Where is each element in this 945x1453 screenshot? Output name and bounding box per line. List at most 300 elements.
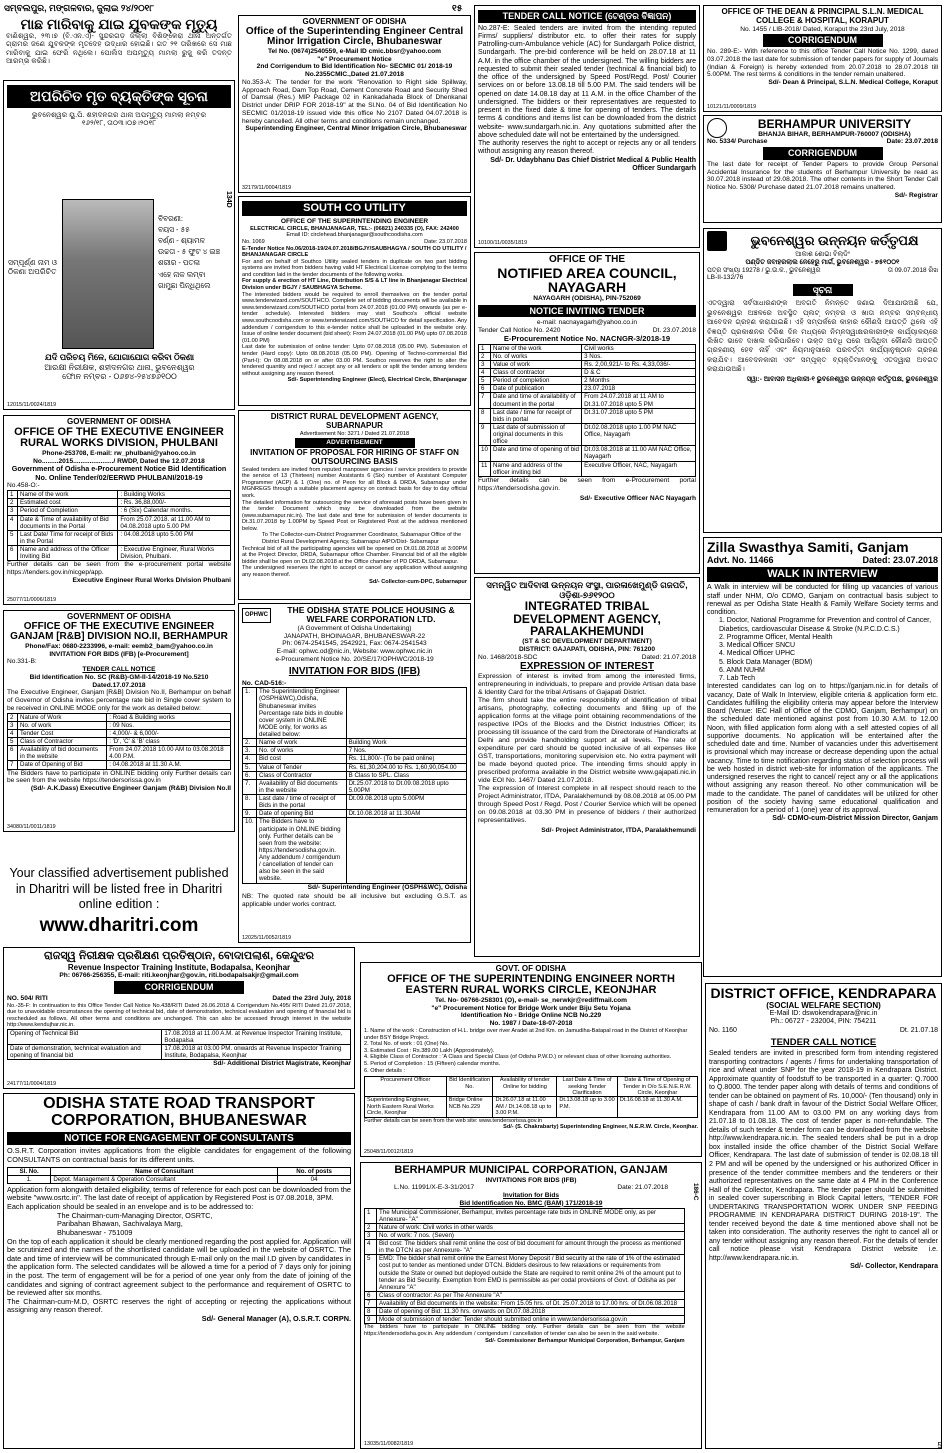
- table-cell: Opening of Technical Bid: [8, 1029, 162, 1044]
- page-number: ୧୫: [452, 3, 463, 13]
- detail-line: ଉଚ୍ଚତା - ୫ ଫୁଟ ୪ ଇଞ୍ଚ: [158, 247, 221, 257]
- col-posts: No. of posts: [278, 1167, 351, 1175]
- zss-ganjam-ad: [703, 537, 942, 977]
- table-header: Last Date & Time of seeking Tender Clarification: [557, 1077, 617, 1097]
- office-title: DISTRICT OFFICE, KENDRAPARA: [710, 985, 937, 1001]
- post-item: 5. Block Data Manager (BDM): [719, 658, 813, 666]
- notice-body: Sealed tenders are invited in prescribed form from intending registered transporting contractors / agents / firms for undertaking transportation of rice and wheat under SNP for the year 2018-19 in Kendrapara District. Approximate quantity of foodstuff to be transported in a quarter: Q.7000 to Q.8000. The tender paper along with details of terms and conditions of tender can be obtained on payment of Rs. 10,000/- (Ten thousand) only in shape of cash / bank draft in favour of the District Social Welfare Officer, Kendrapara from 11.00 AM to 03.00 PM on any working days from 21.07.18 to 01.08.18. The cost of tender paper is non-refundable. The details of such tender & tender form can be downloaded from the website http://www.kendrapara.nic.in. The sealed tenders shall be put in a drop box installed inside the office chamber of the District Social Welfare Officer, Kendrapara. The last date of submission of tender is 02.08.18 till 2 PM and will be opened by the undersigned or his authorized Officer in presence of the tender committee members and the tenderers or their authorized representatives on the same date at 4 PM in the Conference Hall of the Collector, Kendrapara. The tender paper should be submitted in sealed cover superscribing in Block Capital letters, "TENDER FOR UNDERTAKING TRANSPORTATION WORK UNDER SNP FEEDING PROGRAMME IN KENDRAPARA DISTRICT DURING 2018-19". The tender received beyond the date & time mentioned above shall not be taken into consideration. The authority reserves the right to cancel all or any tender without assigning any reason thereof. For the details of tender call notice please visit Kendrapara District website i.e. http://www.kendrapara.nic.in.: [709, 1050, 938, 1262]
- rti-keonjhar-ad: [3, 947, 355, 1089]
- table-cell: 4: [365, 1240, 377, 1255]
- southco-ad: [238, 196, 471, 406]
- notice-no: No.331-B:: [7, 658, 37, 666]
- post-item: 3. Medical Officer SNCU: [719, 642, 796, 650]
- identity-label: ସମ୍ପୂର୍ଣ୍ଣ ନାମ ଓ ଠିକଣା ଅପରିଚିତ: [8, 258, 58, 276]
- contact-office: ଆରକ୍ଷୀ ନିରୀକ୍ଷକ, ଶହୀଦନଗର ଥାନା, ଭୁବନେଶ୍ୱର: [44, 362, 195, 372]
- row-slno: 1.: [8, 1175, 51, 1183]
- notice-nb: NB: The quoted rate should be all inclusive but excluding G.S.T. as applicable under works contract.: [242, 893, 467, 909]
- corp-addr: JANAPATH, BHOINAGAR, BHUBANESWAR-22: [283, 632, 426, 640]
- notice-no: No. CAD-516:-: [242, 679, 287, 687]
- utility-title: SOUTH CO UTILITY: [242, 201, 467, 216]
- table-row: [243, 755, 467, 763]
- table-cell: 10: [479, 446, 491, 461]
- table-row: [8, 738, 231, 746]
- table-cell: Dt.13.08.18 up to 3.00 P.M.: [557, 1097, 617, 1117]
- post-item: 2. Programme Officer, Mental Health: [719, 633, 833, 641]
- walk-in-bar: WALK IN INTERVIEW: [707, 567, 938, 582]
- notice-sub3: No.2355CMIC.,Dated 21.07.2018: [305, 71, 404, 79]
- eproc-notice: e-Procurement Notice No. 20/SE/17/OPHWC/2018-19: [275, 655, 434, 663]
- samiti-title: Zilla Swasthya Samiti, Ganjam: [707, 539, 909, 555]
- circle-contact: ELECTRICAL CIRCLE, BHANJANAGAR, TEL:- (06821) 240335 (O), FAX: 242400: [250, 225, 459, 232]
- table-row: [479, 344, 696, 352]
- table-row: [479, 369, 696, 377]
- notice-title: TENDER CALL NOTICE (ଟେଣ୍ଡର ବିଜ୍ଞାପନ): [478, 10, 696, 23]
- table-row: [8, 713, 231, 721]
- table-cell: : 04.08.2018 upto 5.00 PM: [118, 530, 231, 545]
- notice-intro: The Executive Engineer, Ganjam [R&B] Division No.II, Berhampur on behalf of Governor of Odisha invites percentage rate bid in Single cover system to be received in ONLINE MODE only for the work as detailed below:: [7, 689, 231, 712]
- itda-title: INTEGRATED TRIBAL DEVELOPMENT AGENCY, PARALAKHEMUNDI: [513, 599, 661, 639]
- notice-body1: Application form alongwith detailed eligibility, terms of reference for each post can be downloaded from the website "www.osrtc.in". The last date of receipt of application by Registered Post is 07.08.2018, 3PM.: [7, 1184, 351, 1203]
- table-cell: No. of work: 7 nos. (Seven): [377, 1231, 685, 1239]
- council-email: e-mail: nacnayagarh@yahoo.co.in: [536, 319, 638, 327]
- table-row: [243, 818, 467, 883]
- work-detail-line: 2. Total No. of work : 01 (One) No.: [364, 1041, 449, 1048]
- table-cell: Name of the work: [18, 491, 118, 499]
- table-cell: Date of opening of Bid: 11.30 hrs. onwards on Dt.07.08.2018: [377, 1308, 685, 1316]
- signature: Sd/- Collector, Kendrapara: [850, 1263, 938, 1271]
- table-row: [365, 1255, 685, 1292]
- promo-url[interactable]: www.dharitri.com: [39, 914, 199, 936]
- table-cell: : 'D', 'C' & 'B' class: [107, 738, 231, 746]
- bda-logo: [707, 231, 727, 251]
- table-cell: 9: [479, 423, 491, 445]
- corporation-title: ODISHA STATE ROAD TRANSPORT CORPORATION, BHUBANESWAR: [43, 1095, 315, 1129]
- office-title: OFFICE OF THE SUPERINTENDING ENGINEER NORTH EASTERN RURAL WORKS CIRCLE, KEONJHAR: [387, 972, 675, 997]
- table-row: [479, 352, 696, 360]
- tender-no: Tender Call Notice No. 2420: [478, 327, 561, 335]
- table-row: [479, 423, 696, 445]
- table-row: [243, 795, 467, 810]
- office-subtitle: OFFICE OF THE SUPERINTENDING ENGINEER: [280, 217, 429, 225]
- table-cell: Rs. 61,30,204.00 to Rs. 1,60,90,054.00: [346, 763, 466, 771]
- work-detail-line: 6. Other details :: [364, 1067, 406, 1074]
- table-row: [479, 385, 696, 393]
- bid-id: Bid Identification No. BMC (BAM) 171/2018-19: [459, 1199, 603, 1207]
- office-phone: Ph.: 06727 - 232004, PIN: 754211: [770, 1018, 877, 1026]
- gov-label: GOVERNMENT OF ODISHA: [302, 17, 407, 26]
- table-cell: 17.08.2018 at 03.00 PM. onwards at Revenue Inspector Training Institute, Bodapalsa, Keonjhar: [162, 1045, 351, 1060]
- notice-no: No.458-O:-: [7, 482, 40, 490]
- table-cell: : 4,000/- & 6,000/-: [107, 729, 231, 737]
- notice-footer: Further details can be seen from e-Procurement portal https://tendersodisha.gov.in.: [478, 476, 696, 492]
- tender-table: [7, 490, 231, 561]
- tender-date: Dt. 23.07.2018: [652, 327, 696, 335]
- table-row: [243, 688, 467, 739]
- table-cell: Building Work: [346, 739, 466, 747]
- nerwc-keonjhar-ad: [360, 962, 702, 1157]
- table-cell: Dt.10.08.2018 at 11.30AM: [346, 810, 466, 818]
- office-contact: Phone/Fax: 0680-2233996, e-mail: eemb2_bam@yahoo.co.in: [25, 642, 213, 650]
- table-cell: Period of Completion: [18, 507, 118, 515]
- table-cell: : Rs. 36,88,000/-: [118, 499, 231, 507]
- notice-heading: TENDER CALL NOTICE: [82, 666, 156, 674]
- table-cell: From 24.07.2018 at 11 AM to Dt.31.07.2018 upto 5 PM: [582, 393, 696, 408]
- table-row: [8, 1029, 351, 1044]
- notice-date: ତା 09.07.2018 ରିଖ: [887, 266, 938, 274]
- table-row: [365, 1223, 685, 1231]
- nac-nayagarh-ad: [474, 252, 700, 574]
- signature: Superintending Engineer, Central Minor Irrigation Circle, Bhubaneswar: [245, 125, 467, 133]
- notice-body4: Technical bid of all the participating agencies will be opened on Dt.01.08.2018 at 3:00PM at the Project Director, DRDA, Subarnapur office Chamber. Financial bid of all the eligible bidder shall be open on Dt.02.08.2018 at the Office chamber of PD DRDA, Subarnapur.: [242, 545, 467, 565]
- table-row: [8, 746, 231, 761]
- ad-code: 25077/11/0006/1819: [7, 596, 57, 603]
- table-cell: Dt.25.07.2018 to Dt.09.08.2018 upto 5.00PM: [346, 779, 466, 794]
- table-cell: Date and time of availability of document in the portal: [491, 393, 582, 408]
- table-cell: 2: [8, 499, 18, 507]
- notice-footer: The Bidders have to participate in ONLINE bidding only Further details can be seen from the website https://tendersorissa.gov.in: [7, 769, 231, 785]
- table-header: Availability of tender Online for bidding: [493, 1077, 557, 1097]
- notice-heading: ସୂଚନା: [793, 284, 853, 297]
- office-sub: (SOCIAL WELFARE SECTION): [766, 1000, 881, 1010]
- corp-sub: (A Government of Odisha Undertaking): [297, 624, 412, 632]
- eoi-heading: EXPRESSION OF INTEREST: [520, 661, 654, 673]
- table-cell: Value of Tender: [257, 763, 347, 771]
- notice-body3: On the top of each application it should be clearly mentioned regarding the post applied for. Application will be scrutinized and the names of the shortlisted candidate will be uploaded in the website of OSRTC. The date and time of interview will be communicated through E-mail only on the mail I.D given by candidates in the application form. The selected candidates will be allowed a time for a period of 7 days only for joining in the post. The term of engagement will be for a period of one year only from the date of joining of the candidates and signing of contract agreement subject to the performance and requirement of OSRTC to be reviewed after six months.: [7, 1236, 351, 1298]
- work-detail-line: 5. Period of Completion : 15 (Fifteen) calendar months.: [364, 1060, 501, 1067]
- office-title: OFFICE OF THE EXECUTIVE ENGINEER RURAL WORKS DIVISION, PHULBANI: [14, 425, 224, 450]
- table-row: [8, 721, 231, 729]
- notice-body2: For supply & erection of HT Line, Distribution S/S & LT line in Bhanjanagar Electrical Division under BGJY / SAUBHAGYA Scheme.: [242, 278, 467, 292]
- news-body: ବାଣିଶ୍ୱର, ୨୩।୭ (ବି.ଏନ.ଏ)- ସୁନ୍ଦରଗଡ଼ ଜିଲ୍ଲା ବିଶିଙ୍କେରା ଥାନା ଅନ୍ତର୍ଗତ ଗ୍ରାମର ଜଣେ ଯୁବକଙ୍କ ମୃତଦେହ ଉଦ୍ଧାର ହୋଇଛି। ଗତ ୨୧ ତାରିଖରେ ସେ ମାଛ ମାରିବାକୁ ଯାଇ ଫେରି ନଥିଲେ। ପୋଲିସ ଅପମୃତ୍ୟୁ ମାମଲା ରୁଜୁ କରି ତଦନ୍ତ ଆରମ୍ଭ କରିଛି।: [6, 30, 232, 66]
- table-cell: Dt.02.08.2018 upto 1.00 PM NAC Office, Nayagarh: [582, 423, 696, 445]
- office-title: OFFICE OF THE EXECUTIVE ENGINEER GANJAM [R&B] DIVISION NO.II, BERHAMPUR: [10, 620, 228, 643]
- office-title: OFFICE OF THE DEAN & PRINCIPAL S.L.N. MEDICAL COLLEGE & HOSPITAL, KORAPUT: [721, 7, 924, 25]
- notice-body: ଏତଦ୍ୱାରା ସର୍ବସାଧାରଣଙ୍କ ଅବଗତି ନିମନ୍ତେ ଜଣାଇ ଦିଆଯାଉଅଛି ଯେ, ଭୁବନେଶ୍ୱର ଅଞ୍ଚଳରେ ଅବସ୍ଥିତ ପ୍ଲଟ୍ ନମ୍ବର ଓ ଖାତା ନମ୍ବର ସମ୍ବନ୍ଧୀୟ ଆବେଦନ ଗ୍ରହଣ କରାଯାଇଛି। ଏହି ସମ୍ପର୍କରେ କାହାର କୌଣସି ଆପତ୍ତି ଥିଲେ ଏହି ବିଜ୍ଞପ୍ତି ପ୍ରକାଶନର ତିରିଶ ଦିନ ମଧ୍ୟରେ ନିମ୍ନସ୍ୱାକ୍ଷରକାରୀଙ୍କ କାର୍ଯ୍ୟାଳୟରେ ଲିଖିତ ଭାବେ ଦାଖଲ କରିପାରିବେ। ଉକ୍ତ ଅବଧି ପରେ ଆସିଥିବା କୌଣସି ଆପତ୍ତି ଗ୍ରହଣୀୟ ହେବ ନାହିଁ ଏବଂ ନିୟମାନୁସାରେ ପରବର୍ତ୍ତୀ କାର୍ଯ୍ୟାନୁଷ୍ଠାନ ଗ୍ରହଣ କରାଯିବ। ଆବେଦନକାରୀ ଏବଂ ସମ୍ପୃକ୍ତ ବ୍ୟକ୍ତିମାନଙ୍କୁ ଏତଦ୍ୱାରା ଅବଗତ କରାଯାଉଅଛି।: [707, 298, 938, 373]
- drda-subarnapur-ad: [238, 410, 471, 600]
- ad-code: 10121/11/0009/1819: [707, 103, 757, 110]
- notice-no: No. 1987 / Date-18-07-2018: [489, 1020, 573, 1028]
- office-contact: Phone-253708, E-mail: rw_phulbani@yahoo.co.in: [42, 449, 196, 457]
- rti-title: Revenue Inspector Training Institute, Bodapalsa, Keonjhar: [67, 962, 291, 972]
- council-addr: NAYAGARH (ODISHA), PIN-752069: [533, 294, 641, 302]
- table-cell: 8: [479, 408, 491, 423]
- row-consultant: Depot. Management & Operation Consultant: [51, 1175, 278, 1183]
- table-row: [479, 393, 696, 408]
- table-cell: 7.: [243, 779, 257, 794]
- table-cell: Date of opening Bid: [257, 810, 347, 818]
- file-no: LB-II-132/76: [707, 274, 744, 282]
- tender-heading: TENDER CALL NOTICE: [770, 1036, 877, 1048]
- notice-no: No. 1069: [242, 238, 265, 245]
- berhampur-university-ad: [703, 115, 942, 223]
- table-row: [365, 1308, 685, 1316]
- corrigendum-bar: CORRIGENDUM: [114, 981, 244, 994]
- notice-no: No. 1468/2018-SDC: [478, 653, 538, 661]
- notice-footer: Further details can be seen from the e-procurement portal website https://tenders.gov.in/nicgep/app.: [7, 561, 231, 577]
- table-cell: 9.: [243, 810, 257, 818]
- ifb-sub: INVITATIONS FOR BIDS (IFB): [485, 1176, 577, 1184]
- irrigation-corrigendum-ad: [238, 15, 471, 193]
- table-row: [8, 729, 231, 737]
- table-cell: 2: [479, 352, 491, 360]
- corp-email: E-mail: ophwc.od@nic.in, Website: www.ophwc.nic.in: [276, 648, 433, 656]
- table-cell: 1.: [243, 688, 257, 739]
- tender-table: [7, 713, 231, 770]
- table-cell: Dt.16.08.18 at 11.30 A.M.: [617, 1097, 697, 1117]
- table-cell: Class of contractor: [491, 369, 582, 377]
- notice-date: Date: 23.07.2018: [424, 238, 467, 245]
- office-contact: Tel. No- 06766-258301 (O), e-mail- se_nerwkjr@rediffmail.com: [434, 996, 628, 1004]
- contact-heading: ଯଦି ପରିଚୟ ମିଳେ, ଯୋଗାଯୋଗ କରିବା ଠିକଣା: [44, 352, 195, 362]
- table-cell: Bridge Online NCB No.229: [446, 1097, 493, 1117]
- table-cell: : 04.08.2018 at 11.30 A.M.: [107, 761, 231, 769]
- office-label: OFFICE OF THE: [548, 254, 626, 265]
- notice-sub1: "e" Procurement Notice: [317, 55, 392, 63]
- table-cell: Superintending Engineer, North Eastern Rural Works Circle, Keonjhar: [365, 1097, 447, 1117]
- circle-email: Email ID: circlehead.bhanjanagar@southcoodisha.com: [286, 232, 423, 239]
- table-row: [8, 515, 231, 530]
- ifb-heading: INVITATION FOR BIDS (IFB): [288, 665, 421, 677]
- work-detail-line: 1. Name of the work : Construction of H.L. bridge over river Aradei at 2nd Km. on Jamudiha-Batapal road in the District of Keonjhar under BSY Bridge Project.: [364, 1027, 688, 1041]
- table-cell: 7 Nos.: [346, 747, 466, 755]
- university-addr: BHANJA BIHAR, BERHAMPUR-760007 (ODISHA): [758, 130, 911, 138]
- signature: Sd/- Commissioner Berhampur Municipal Corporation, Berhampur, Ganjam: [485, 1337, 685, 1344]
- table-cell: 3: [479, 360, 491, 368]
- itda-eoi-ad: [474, 577, 700, 957]
- notice-intro: O.S.R.T. Corporation invites applications from the eligible candidates for engagement of the following CONSULTANTS on contractual basis for its different units.: [7, 1146, 351, 1164]
- notice-body5: The undersigned reserves the right to accept or cancel any application without assigning any reason thereof.: [242, 565, 467, 579]
- detail-line: ବୟସ - ୫୫: [158, 225, 190, 235]
- table-cell: 11: [479, 461, 491, 476]
- table-cell: 4: [8, 515, 18, 530]
- table-cell: 3 Nos.: [582, 352, 696, 360]
- table-row: [479, 461, 696, 476]
- classified-promo: [3, 838, 235, 943]
- table-cell: 2.: [243, 739, 257, 747]
- table-cell: The Bidders have to participate in ONLINE bidding only. Further details can be seen from the website: https://tendersodisha.gov.in. Any addendum / corrigendum / cancellation of tender can also be seen in the said website.: [257, 818, 347, 883]
- table-cell: Rs. 11,800/- (To be paid online): [346, 755, 466, 763]
- council-title: NOTIFIED AREA COUNCIL, NAYAGARH: [497, 264, 677, 296]
- deceased-details: [158, 213, 233, 291]
- table-cell: 7: [8, 761, 18, 769]
- signature: Sd/- Dr. Udaybhanu Das Chief District Medical & Public Health Officer Sundargarh: [490, 156, 696, 172]
- notice-body2: Each application should be sealed in an envelope and is to be addressed to:: [7, 1202, 254, 1212]
- notice-no: NO. 504/ RITI: [7, 994, 48, 1002]
- news-article: [3, 15, 235, 78]
- table-cell: 4: [479, 369, 491, 377]
- table-cell: 2 Months: [582, 377, 696, 385]
- table-row: [365, 1300, 685, 1308]
- advertisement-no: Advertisement No: 3271 / Dated 21.07.2018: [299, 430, 410, 437]
- promo-text: Your classified advertisement published in Dharitri will be listed free in Dharitri online edition :: [9, 866, 229, 912]
- notice-body3: The interested bidders would be required to enroll themselves on the tender portal www.tenderwizard.com/SOUTHCO. Complete set of bidding documents will be available in www.tenderwizard.com/SOUTHCO portal from 24.07.2018 (01.00 PM) onwards (as per e-tender schedule). Interested bidders may visit Southco's official website www.southcoodisha.com or www.tenderwizard.com/SOUTHCO for detail specification. Any addendum / corrigendum to this e-tender notice shall be uploaded in the website only. Issue of online tender document (bid sheet): From 24.07.2018 (01.00 PM) upto 07.08.2018 (01.00 PM): [242, 291, 467, 344]
- table-row: [8, 507, 231, 515]
- side-code: 134D: [225, 191, 232, 208]
- notice-body2: The authority reserves the right to accept or rejects any or all tenders without assigning any reason thereof.: [478, 140, 696, 156]
- advt-date: Dated: 23.07.2018: [862, 554, 938, 565]
- table-cell: Last Date/ Time for receipt of Bids in the Portal: [18, 530, 118, 545]
- table-header: Bid Identification No.: [446, 1077, 493, 1097]
- table-cell: 1: [365, 1208, 377, 1223]
- table-cell: [346, 688, 466, 739]
- notice-body4: Last date for submission of online tender: Upto 07.08.2018 (05.00 PM). Submission of tender (Hard copy): Upto 08.08.2018 (05.00 PM). Opening of Techno-commercial Bid (Part-I): On 08.08.2018 on or after 03.00 PM. Southco reserves the right to alter the tendered quantity and reject / accept any or all tenders or split the tender among tenders without assigning any reason thereof.: [242, 344, 467, 377]
- table-row: [365, 1291, 685, 1299]
- page-date: ସମ୍ବଲପୁର, ମଙ୍ଗଳବାର, ଜୁଲାଇ ୨୪/୨୦୧୮: [4, 3, 155, 13]
- table-cell: 3: [365, 1231, 377, 1239]
- post-item: 7. Lab Tech: [719, 675, 756, 683]
- table-cell: The Municipal Commissioner, Berhampur, invites percentage rate bids in ONLINE MODE only, as per Annexure- "A": [377, 1208, 685, 1223]
- table-cell: Nature of work: Civil works in other wards: [377, 1223, 685, 1231]
- notice-ref: No. 1455 / LIB-2018/ Dated, Koraput the 23rd July, 2018: [740, 25, 905, 33]
- table-cell: 9: [365, 1316, 377, 1324]
- signature: (Sd/- A.K.Dass) Executive Engineer Ganjam (R&B) Division No.II: [30, 785, 231, 793]
- table-cell: No. of works: [257, 747, 347, 755]
- table-cell: Rs. 2,00,921/- to Rs. 4,33,036/-: [582, 360, 696, 368]
- table-cell: Estimated cost: [18, 499, 118, 507]
- table-cell: Tender Cost: [18, 729, 107, 737]
- signature: Sd/- General Manager (A), O.S.R.T. CORPN.: [201, 1314, 351, 1323]
- table-cell: 23.07.2018: [582, 385, 696, 393]
- signature: ସ୍ୱା:- ଆବାସନ ଅଧିକାରୀ-୧ ଭୁବନେଶ୍ୱର ଉନ୍ନୟନ କର୍ତ୍ତୃପକ୍ଷ, ଭୁବନେଶ୍ୱର: [746, 376, 938, 384]
- table-cell: 1: [479, 344, 491, 352]
- table-cell: Civil works: [582, 344, 696, 352]
- table-cell: : 6 (Six) Calendar months.: [118, 507, 231, 515]
- detail-line: ଶରୀର - ପତଳା: [158, 258, 200, 268]
- notice-date: Dt. 21.07.18: [899, 1026, 938, 1034]
- itda-district: DISTRICT: GAJAPATI, ODISHA, PIN: 761200: [518, 645, 656, 653]
- table-cell: 5: [479, 377, 491, 385]
- table-cell: Name and address of the Officer Inviting Bid: [18, 546, 118, 561]
- signature: Executive Engineer Rural Works Division Phulbani: [72, 576, 231, 584]
- university-title: BERHAMPUR UNIVERSITY: [757, 117, 912, 131]
- table-cell: 8.: [243, 795, 257, 810]
- post-item: 4. Medical Officer UPHC: [719, 650, 796, 658]
- interview-body: Interested candidates can log on to https://ganjam.nic.in for details of vacancy, Date of Walk In Interview, eligible criteria & application form etc. Candidates fulfilling the eligibility criteria may appear before the Interview Board (Venue: IEC Hall of Office of the CDMO, Ganjam, Berhampur) on the scheduled date mentioned against post from 10.30 A.M. to 12.00 Noon, with filled application form along with a self attested copies of all supportive documents. No application will be entertained after the scheduled date and time. Number of vacancies under this advertisement is provisional which may increase or decrease depending upon the actual vacancy. Time to time notification regarding status of selection process will be web hosted in district web-site for information of the applicants. The undersigned reserves the right to cancel/ reject any or all the applications without assigning any reason thereof. No other communication will be made to the candidate. The panel of candidates will be utilized for other position of the society having same educational qualification and remuneration for a period of 1 (one) year of its approval.: [707, 683, 938, 815]
- work-detail-line: 3. Estimated Cost : Rs.389.00 Lakh (Approximately).: [364, 1047, 495, 1054]
- bid-id: Identification No - Bridge Online NCB No.229: [460, 1012, 602, 1020]
- ad-code: 12025/11/0052/1819: [242, 934, 292, 941]
- notice-body1: Sealed tenders are invited from reputed manpower agencies / service providers to provide the service of 13 (Thirteen) number Assistants 6 (Six) number of Assistant Computer Programmer (ACP) & 1 (One) no. of Peon for all Block & DRDA, Subarnapur under MGNREGS through a suitable placement agency on contract basis for day to day official work.: [242, 466, 467, 499]
- table-row: [365, 1240, 685, 1255]
- ophwc-ad: [238, 603, 471, 943]
- table-cell: Last date / time for receipt of bids in portal: [491, 408, 582, 423]
- table-cell: 6: [479, 385, 491, 393]
- table-row: [243, 739, 467, 747]
- corp-phone: Ph: 0674-2541545, 2542921, Fax: 0674-2541543: [282, 640, 427, 648]
- table-cell: 5: [365, 1255, 377, 1292]
- table-cell: Nature of Work: [18, 713, 107, 721]
- office-email: E-Mail ID: dswokendrapara@nic.in: [769, 1010, 878, 1018]
- signature: Sd/- Dean & Principal, S.L.N. Medical College, Koraput: [768, 79, 938, 87]
- advertisement-bar: ADVERTISEMENT: [295, 438, 415, 448]
- table-cell: From 25.07.2018. at 11.00 AM to 04.08.2018 upto 5.00 PM: [118, 515, 231, 530]
- table-cell: 8: [365, 1308, 377, 1316]
- notice-footer: Further details can be seen from the web site: www.tendersorissa.gov.in: [364, 1117, 543, 1124]
- detail-line: ବିବରଣୀ:: [158, 214, 183, 223]
- schedule-table: [7, 1029, 351, 1061]
- table-cell: Date of demonstration, technical evaluation and opening of financial bid: [8, 1045, 162, 1060]
- eproc-sub: "e" Procurement Notice for Bridge Work under Biju Setu Yojana: [431, 1004, 631, 1012]
- tender-table: [242, 687, 467, 883]
- tender-table: [478, 344, 696, 477]
- post-item: 1. Doctor, National Programme for Prevention and control of Cancer, Diabetics, cardiovascular Disease & Stroke (N.P.C.D.C.S.): [719, 617, 932, 633]
- table-row: [243, 810, 467, 818]
- table-cell: Bid cost: [257, 755, 347, 763]
- signature: Sd/- CDMO-cum-District Mission Director, Ganjam: [772, 815, 938, 823]
- notice-date: Dated the 23rd July, 2018: [272, 994, 351, 1002]
- ophwc-logo: OPHWC: [242, 608, 271, 623]
- notice-title: ଅପରିଚିତ ମୃତ ବ୍ୟକ୍ତିଙ୍କ ସୂଚନା: [7, 85, 231, 108]
- notice-ref: No.........2015....................../ RWDP, Dated the 12.07.2018: [33, 457, 205, 465]
- itda-odia-title: ସମନ୍ୱିତ ଆଦିବାସୀ ଉନ୍ନୟନ ସଂସ୍ଥା, ପାରଳାଖେମୁଣ୍ଡି ଗଜପତି, ଓଡ଼ିଶା-୭୬୧୨୦୦: [486, 580, 688, 601]
- row-posts: 04: [278, 1175, 351, 1183]
- notice-body: No.353-A: The tender for the work "Renovation to Right side Spillway, Approach Road, Dam Top Road, Cement Concrete Road and Security Shed of Damsal (Res.) MIP Package 02 in Kankadahada Block of Dhenkanal District under DRIP FOR 2018-19" at the Sl.No. 04 of Bid Identification No SECMIC 01/2018-19 issued vide this office No 2107 Dated 04.07.2018 is hereby cancelled. All other terms and conditions remain unchanged.: [242, 78, 467, 125]
- notice-no: No. 1160: [709, 1026, 737, 1034]
- table-cell: 6.: [243, 771, 257, 779]
- col-consultant: Name of Consultant: [51, 1167, 278, 1175]
- table-row: [8, 530, 231, 545]
- table-cell: 6: [8, 746, 18, 761]
- table-cell: 10.: [243, 818, 257, 883]
- table-row: [8, 499, 231, 507]
- itda-sub: (ST & SC DEVELOPMENT DEPARTMENT): [522, 638, 652, 646]
- notice-date: Dated: 21.07.2018: [641, 653, 696, 661]
- table-cell: Date of publication: [491, 385, 582, 393]
- table-cell: : Executive Engineer, Rural Works Division, Phulbani.: [118, 546, 231, 561]
- table-header: Procurement Officer: [365, 1077, 447, 1097]
- notice-body: No. 289-E:- With reference to this office Tender Call Notice No. 1299, dated 03.07.2018 the last date for submission of tender papers for supply of Journals (Indian & Foreign) is hereby extended from 20.07.2018 to 28.07.2018 till 5.00PM. The rest terms & conditions in the tender remain unaltered.: [707, 47, 938, 79]
- table-cell: Availability of Bid documents in the website: [257, 779, 347, 794]
- tender-table: [364, 1208, 685, 1325]
- notice-body1: For and on behalf of Southco Utility sealed tenders in duplicate on two part bidding systems are invited from bidders having valid HT Electrical License complying to the terms and condition laid in the tender documents of the following works.: [242, 258, 467, 278]
- gov-label: GOVT. OF ODISHA: [495, 964, 567, 973]
- table-cell: Class of Contractor: [18, 738, 107, 746]
- table-cell: 2: [8, 713, 18, 721]
- table-cell: 5.: [243, 763, 257, 771]
- signature: Sd/- Project Administrator, ITDA, Paralakhemundi: [541, 827, 696, 835]
- ad-code: 24177/11/0004/1819: [7, 1080, 57, 1087]
- table-row: [479, 377, 696, 385]
- table-cell: Bid cost: The bidders shall remit online the cost of bid document for amount through the process as mentioned in the DTCN as per Annexure- "A": [377, 1240, 685, 1255]
- table-row: [365, 1316, 685, 1324]
- gov-label: GOVERNMENT OF ODISHA: [66, 417, 171, 426]
- table-cell: Name and address of the officer inviting bid: [491, 461, 582, 476]
- signature: Sd/- Superintending Engineer (OSPH&WC), Odisha: [307, 883, 467, 891]
- table-cell: No. of works: [491, 352, 582, 360]
- bmc-ganjam-ad: [360, 1162, 702, 1449]
- table-row: [8, 761, 231, 769]
- signature: Sd/- Executive Officer NAC Nayagarh: [579, 495, 696, 503]
- table-cell: 7: [365, 1300, 377, 1308]
- nit-bar: NOTICE INVITING TENDER: [478, 305, 696, 318]
- signature: Sd/- Collector-cum-DPC, Subarnapur: [369, 578, 467, 585]
- ad-code: 32179/11/0004/1819: [242, 184, 292, 191]
- table-cell: Name of work: [257, 739, 347, 747]
- agency-title: DISTRICT RURAL DEVELOPMENT AGENCY, SUBARNAPUR: [270, 412, 439, 430]
- table-cell: Mode of submission of tender: Tender should submitted online in www.tendersorissa.gov.in: [377, 1316, 685, 1324]
- table-cell: 5: [8, 738, 18, 746]
- table-cell: 4.: [243, 755, 257, 763]
- ad-code: 12015/11/0024/1819: [7, 401, 57, 408]
- corrigendum-bar: CORRIGENDUM: [763, 147, 883, 160]
- table-cell: 3.: [243, 747, 257, 755]
- table-cell: Name of the work: [491, 344, 582, 352]
- table-cell: 7: [479, 393, 491, 408]
- side-code: 186-C: [692, 1183, 699, 1201]
- detail-line: ଏହେ ନାକ ଲମ୍ବା: [158, 269, 206, 279]
- notice-bar: NOTICE FOR ENGAGEMENT OF CONSULTANTS: [7, 1132, 351, 1146]
- authority-sub: ଆକାଶ ଶୋଭା ବିଲ୍ଡିଂ: [795, 251, 850, 258]
